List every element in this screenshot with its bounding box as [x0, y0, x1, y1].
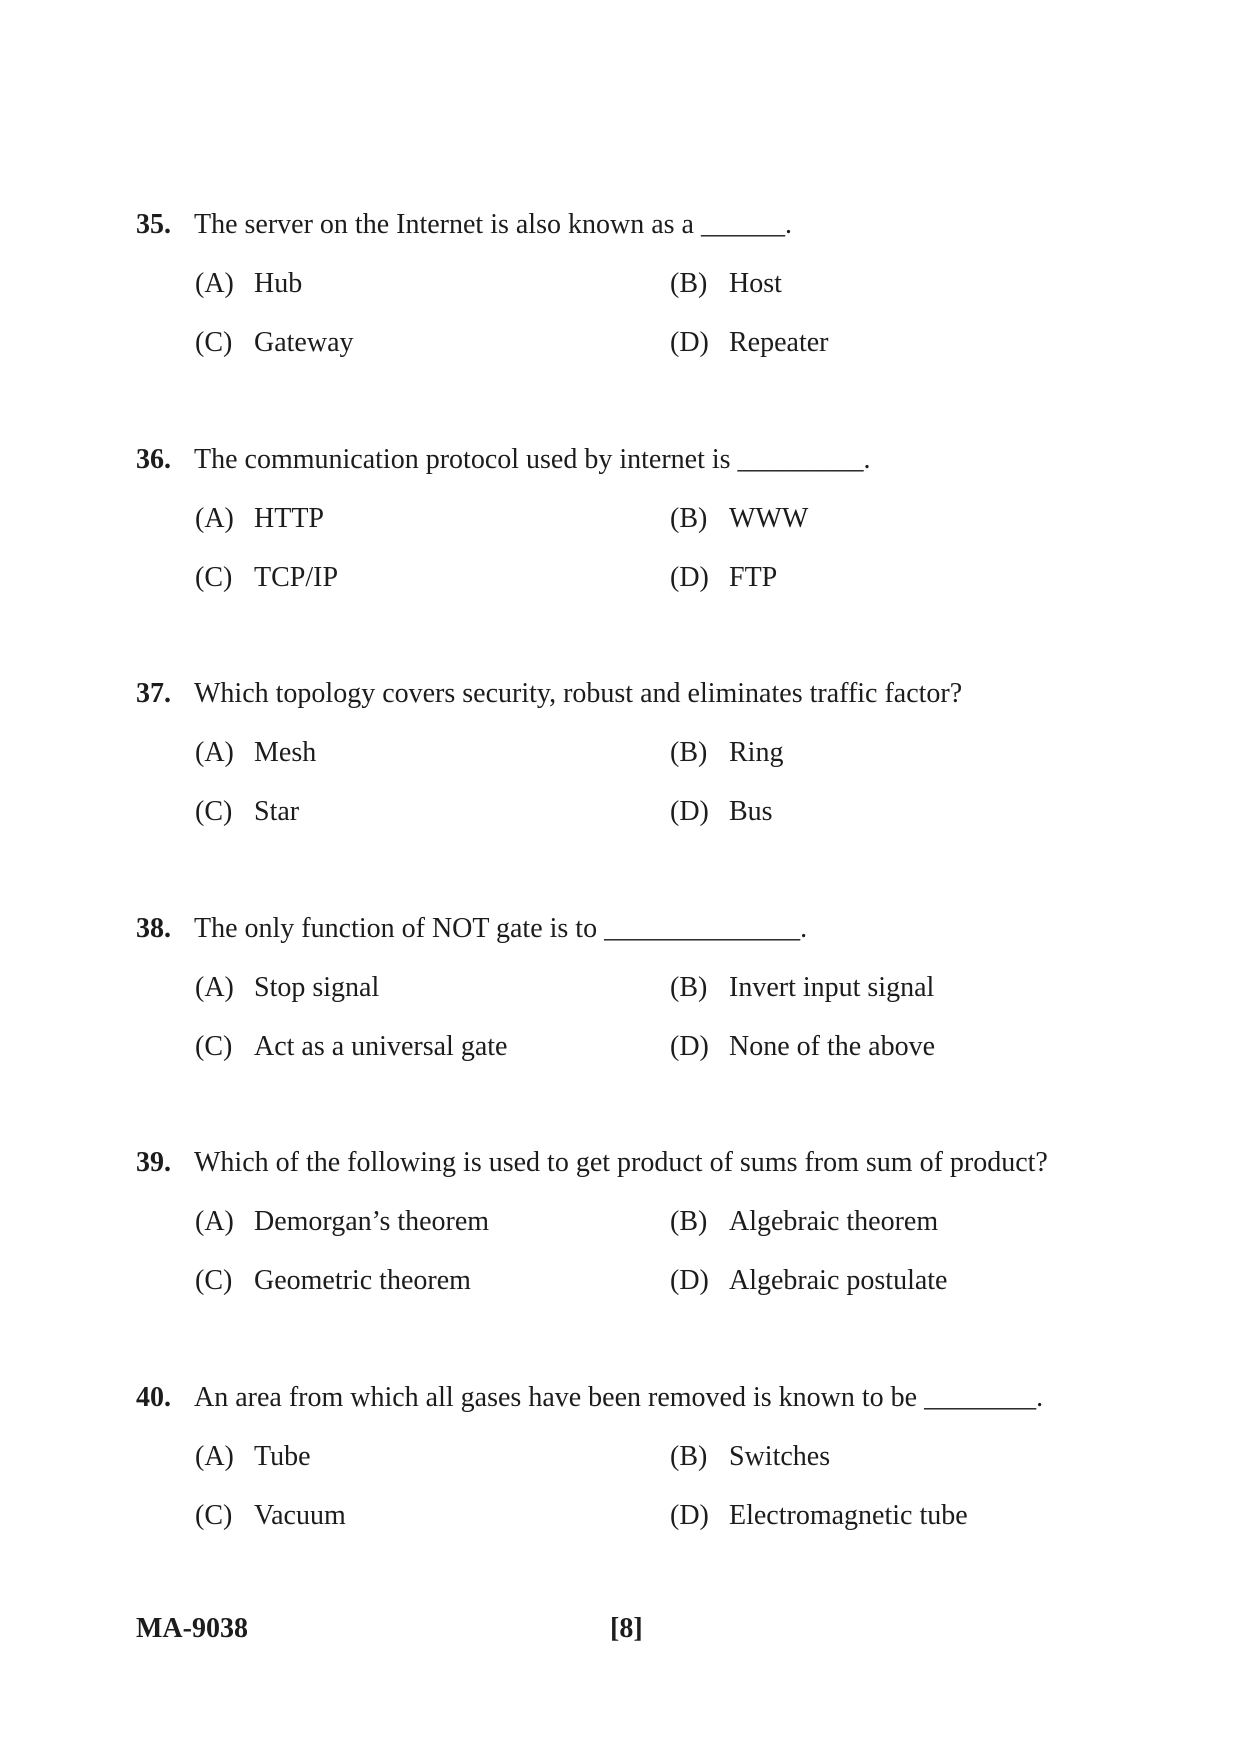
option-label: (D): [670, 327, 709, 358]
option-b: [670, 267, 782, 301]
option-text: HTTP: [254, 503, 324, 534]
option-label: (C): [195, 1265, 233, 1296]
option-c: [195, 795, 299, 829]
page-number: [8]: [610, 1613, 643, 1644]
option-d: [670, 1499, 968, 1533]
question-text: The communication protocol used by internet is _________.: [194, 444, 871, 475]
option-label: (B): [670, 503, 708, 534]
question-number: 37.: [136, 678, 171, 709]
option-text: Gateway: [254, 327, 354, 358]
option-c: [195, 326, 354, 360]
option-label: (D): [670, 1500, 709, 1531]
option-label: (A): [195, 1206, 234, 1237]
question-number: 39.: [136, 1147, 171, 1178]
option-text: Ring: [729, 737, 784, 768]
option-label: (A): [195, 268, 234, 299]
option-text: Star: [254, 796, 300, 827]
option-c: [195, 1499, 346, 1533]
option-text: Vacuum: [254, 1500, 346, 1531]
option-label: (B): [670, 972, 708, 1003]
option-text: Switches: [729, 1441, 831, 1472]
option-b: [670, 736, 783, 770]
option-label: (C): [195, 562, 233, 593]
question-stem: [136, 677, 962, 711]
option-label: (A): [195, 737, 234, 768]
option-label: (B): [670, 1206, 708, 1237]
option-d: [670, 326, 829, 360]
option-a: [195, 1205, 489, 1239]
option-b: [670, 502, 808, 536]
option-text: Tube: [254, 1441, 311, 1472]
option-c: [195, 561, 338, 595]
option-text: Repeater: [729, 327, 829, 358]
option-d: [670, 1264, 947, 1298]
option-text: TCP/IP: [254, 562, 339, 593]
option-text: Invert input signal: [729, 972, 935, 1003]
option-label: (D): [670, 1265, 709, 1296]
question-text: The only function of NOT gate is to ______________.: [194, 913, 808, 944]
option-label: (C): [195, 327, 233, 358]
option-label: (D): [670, 562, 709, 593]
question-number: 40.: [136, 1382, 171, 1413]
option-a: [195, 1440, 311, 1474]
option-text: Electromagnetic tube: [729, 1500, 968, 1531]
option-text: Stop signal: [254, 972, 380, 1003]
option-b: [670, 971, 934, 1005]
question-text: The server on the Internet is also known as a ______.: [194, 209, 792, 240]
option-label: (A): [195, 1441, 234, 1472]
option-text: Hub: [254, 268, 303, 299]
option-d: [670, 561, 777, 595]
question-stem: [136, 443, 871, 477]
question-text: Which of the following is used to get product of sums from sum of product?: [194, 1147, 1048, 1178]
option-label: (C): [195, 796, 233, 827]
option-text: Geometric theorem: [254, 1265, 471, 1296]
paper-code: MA-9038: [136, 1613, 248, 1644]
question-number: 35.: [136, 209, 171, 240]
question-number: 36.: [136, 444, 171, 475]
option-label: (C): [195, 1500, 233, 1531]
option-c: [195, 1030, 507, 1064]
option-label: (D): [670, 1031, 709, 1062]
question-stem: [136, 912, 807, 946]
option-label: (D): [670, 796, 709, 827]
option-text: FTP: [729, 562, 778, 593]
option-text: Algebraic theorem: [729, 1206, 939, 1237]
option-a: [195, 267, 302, 301]
option-a: [195, 736, 316, 770]
option-label: (A): [195, 972, 234, 1003]
option-b: [670, 1205, 938, 1239]
option-label: (B): [670, 268, 708, 299]
option-text: Host: [729, 268, 782, 299]
option-text: Act as a universal gate: [254, 1031, 508, 1062]
question-stem: [136, 1146, 1048, 1180]
option-label: (B): [670, 737, 708, 768]
option-a: [195, 971, 379, 1005]
question-stem: [136, 1381, 1043, 1415]
question-text: Which topology covers security, robust and eliminates traffic factor?: [194, 678, 963, 709]
option-label: (C): [195, 1031, 233, 1062]
option-a: [195, 502, 324, 536]
question-text: An area from which all gases have been removed is known to be ________.: [194, 1382, 1044, 1413]
option-text: Mesh: [254, 737, 317, 768]
option-label: (A): [195, 503, 234, 534]
option-label: (B): [670, 1441, 708, 1472]
option-d: [670, 1030, 935, 1064]
option-text: None of the above: [729, 1031, 936, 1062]
question-stem: [136, 208, 792, 242]
option-text: Bus: [729, 796, 773, 827]
option-text: Algebraic postulate: [729, 1265, 948, 1296]
option-b: [670, 1440, 830, 1474]
option-text: Demorgan’s theorem: [254, 1206, 490, 1237]
option-text: WWW: [729, 503, 809, 534]
option-d: [670, 795, 773, 829]
option-c: [195, 1264, 471, 1298]
question-number: 38.: [136, 913, 171, 944]
